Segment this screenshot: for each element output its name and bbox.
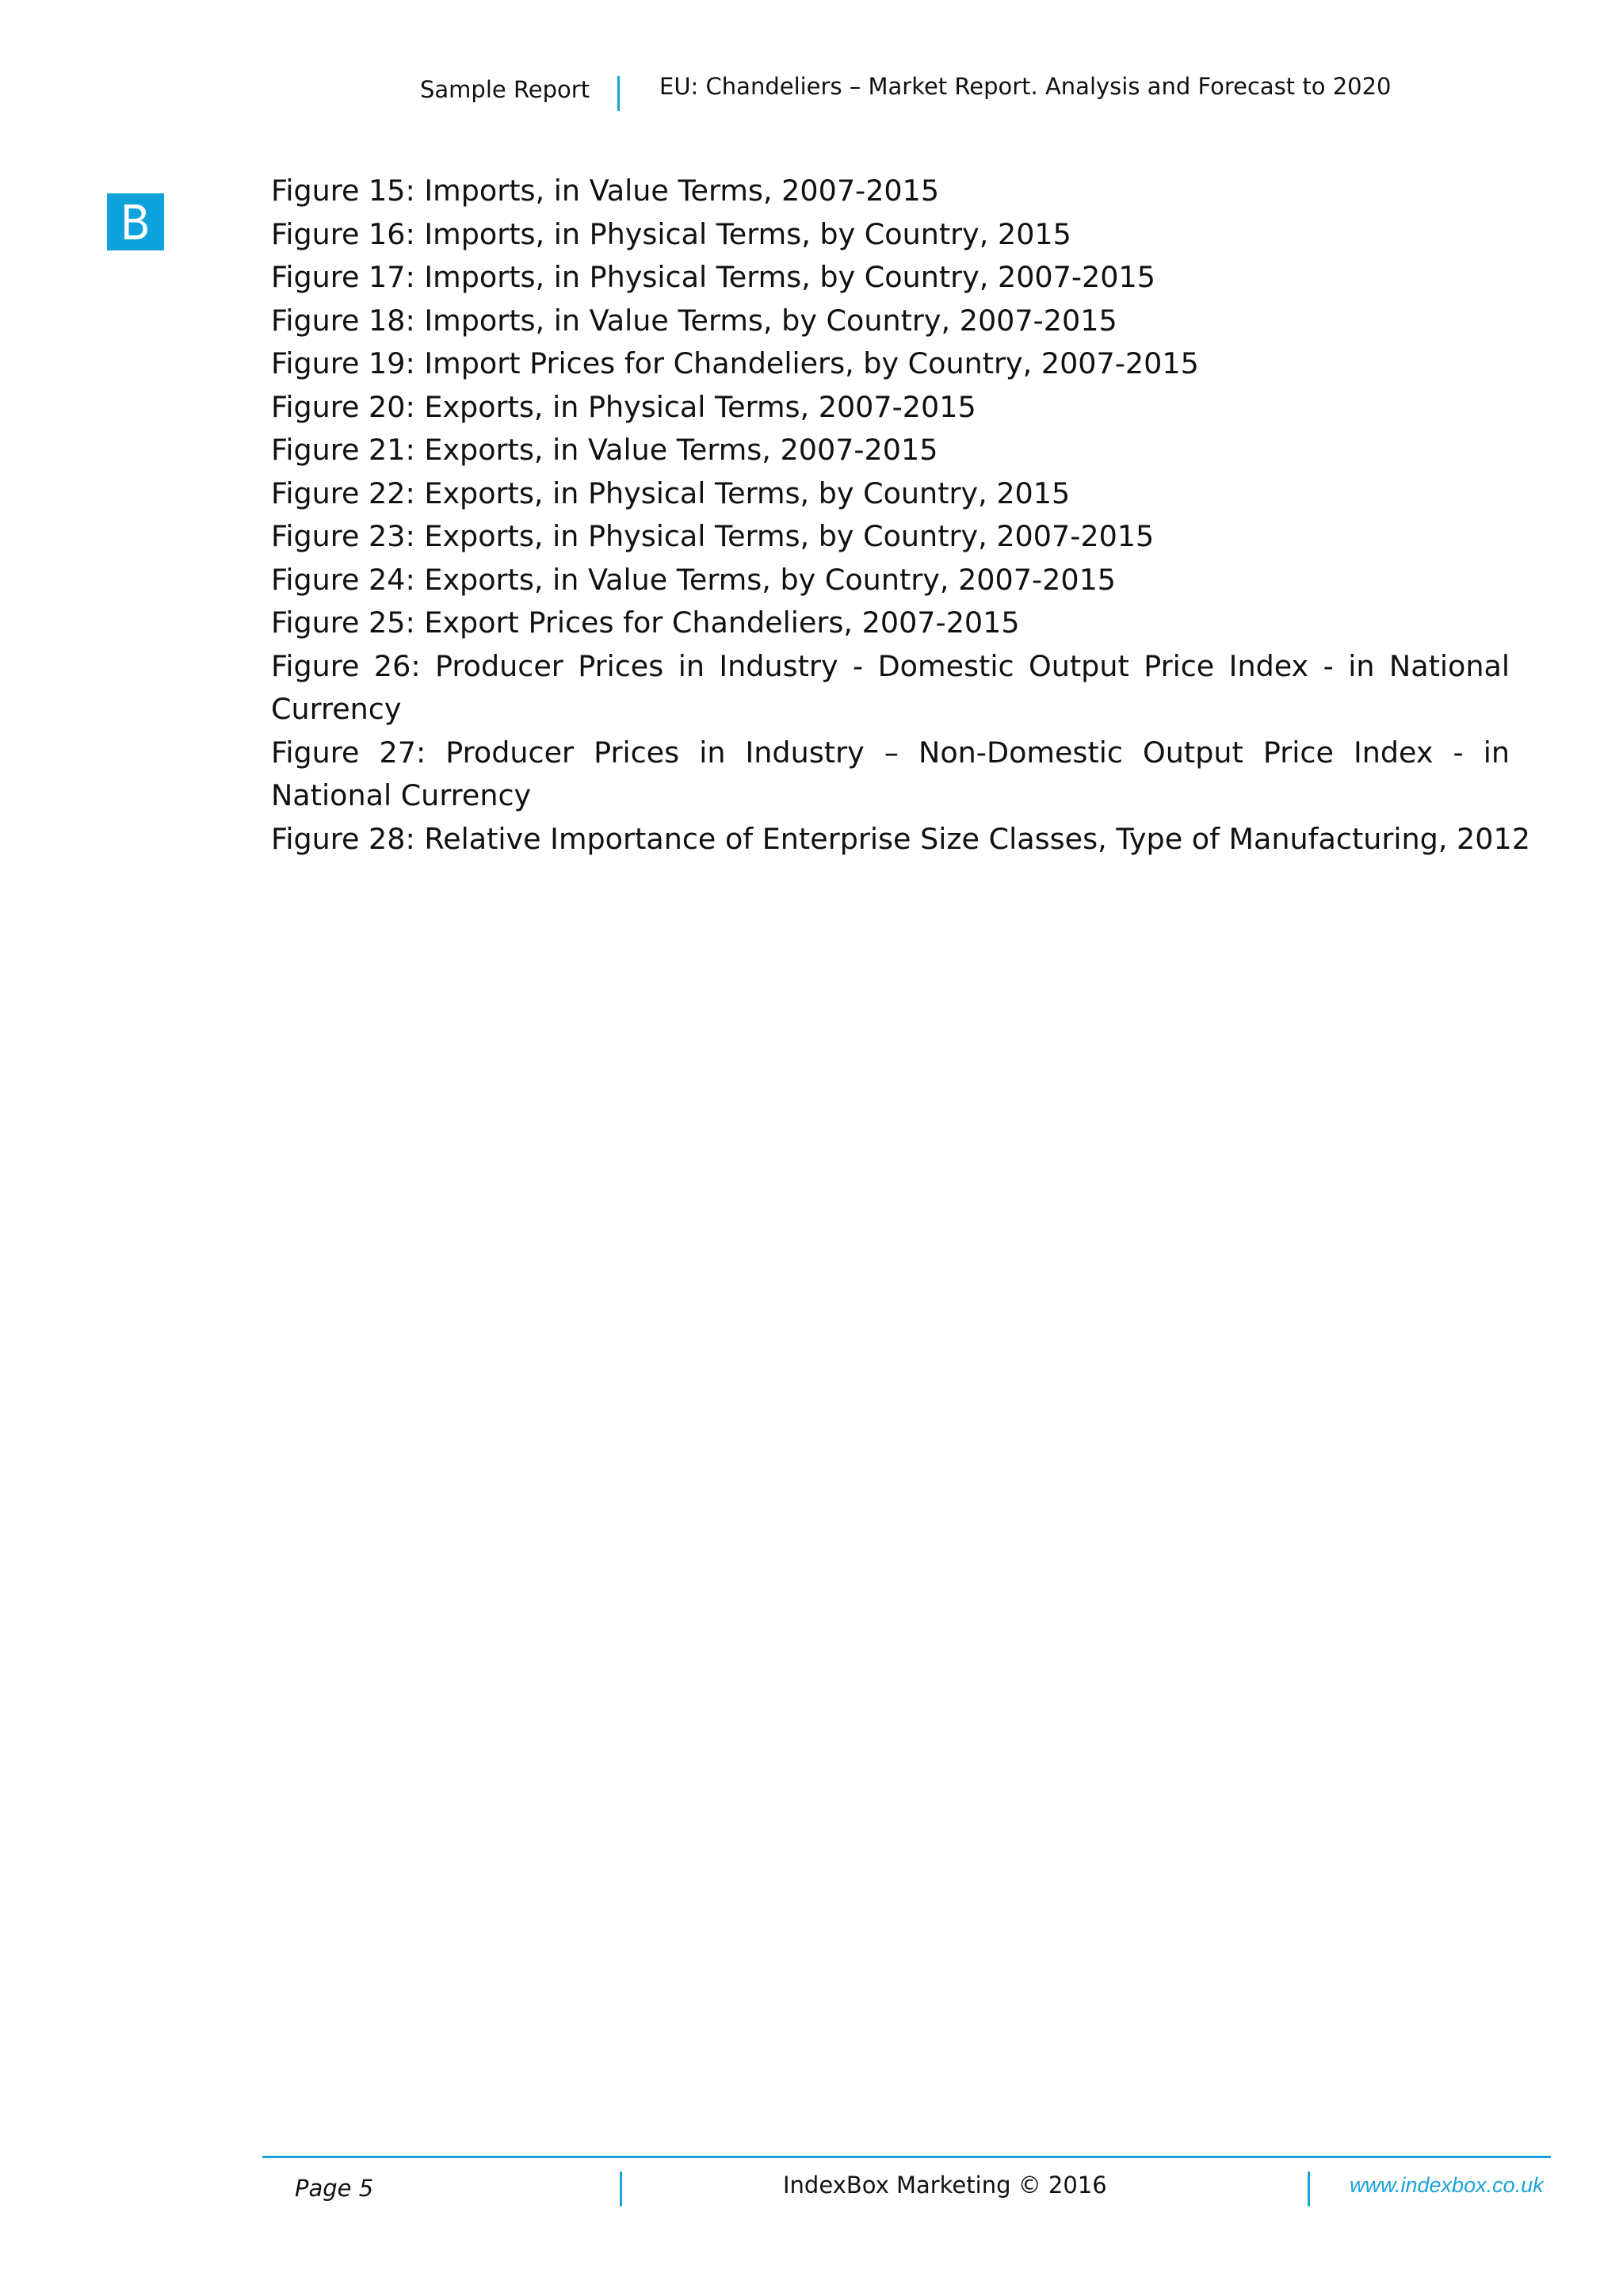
figure-entry: Figure 26: Producer Prices in Industry - Domestic Output Price Index - in National Currency	[271, 648, 1510, 726]
footer-divider	[620, 2172, 622, 2206]
figure-entry: Figure 27: Producer Prices in Industry – Non-Domestic Output Price Index - in National Currency	[271, 735, 1510, 812]
footer-copyright: IndexBox Marketing © 2016	[783, 2172, 1107, 2199]
figure-entry: Figure 20: Exports, in Physical Terms, 2007-2015	[271, 389, 976, 424]
figure-entry: Figure 23: Exports, in Physical Terms, by Country, 2007-2015	[271, 519, 1155, 553]
figure-entry: Figure 25: Export Prices for Chandeliers, 2007-2015	[271, 606, 1020, 640]
header-divider	[617, 76, 620, 111]
footer-rule	[262, 2156, 1551, 2158]
indexbox-logo	[107, 193, 164, 250]
figure-entry: Figure 15: Imports, in Value Terms, 2007-2015	[271, 174, 940, 208]
figure-entry: Figure 17: Imports, in Physical Terms, by Country, 2007-2015	[271, 260, 1155, 294]
figure-entry: Figure 21: Exports, in Value Terms, 2007-2015	[271, 433, 938, 467]
page-number: Page 5	[295, 2175, 374, 2202]
figure-entry: Figure 16: Imports, in Physical Terms, by Country, 2015	[271, 216, 1071, 251]
footer-divider	[1308, 2172, 1310, 2206]
figure-entry: Figure 19: Import Prices for Chandeliers, by Country, 2007-2015	[271, 346, 1199, 380]
footer-website-link[interactable]: www.indexbox.co.uk	[1350, 2173, 1544, 2197]
figure-entry: Figure 28: Relative Importance of Enterprise Size Classes, Type of Manufacturing, 2012	[271, 821, 1530, 856]
figure-entry: Figure 18: Imports, in Value Terms, by Country, 2007-2015	[271, 303, 1117, 338]
logo-b-icon	[121, 202, 150, 242]
figure-entry: Figure 24: Exports, in Value Terms, by Country, 2007-2015	[271, 562, 1117, 597]
header-report-title: EU: Chandeliers – Market Report. Analysis and Forecast to 2020	[659, 73, 1392, 100]
figure-entry: Figure 22: Exports, in Physical Terms, by Country, 2015	[271, 476, 1071, 510]
header-report-type: Sample Report	[420, 76, 590, 103]
list-of-figures	[271, 170, 1530, 861]
